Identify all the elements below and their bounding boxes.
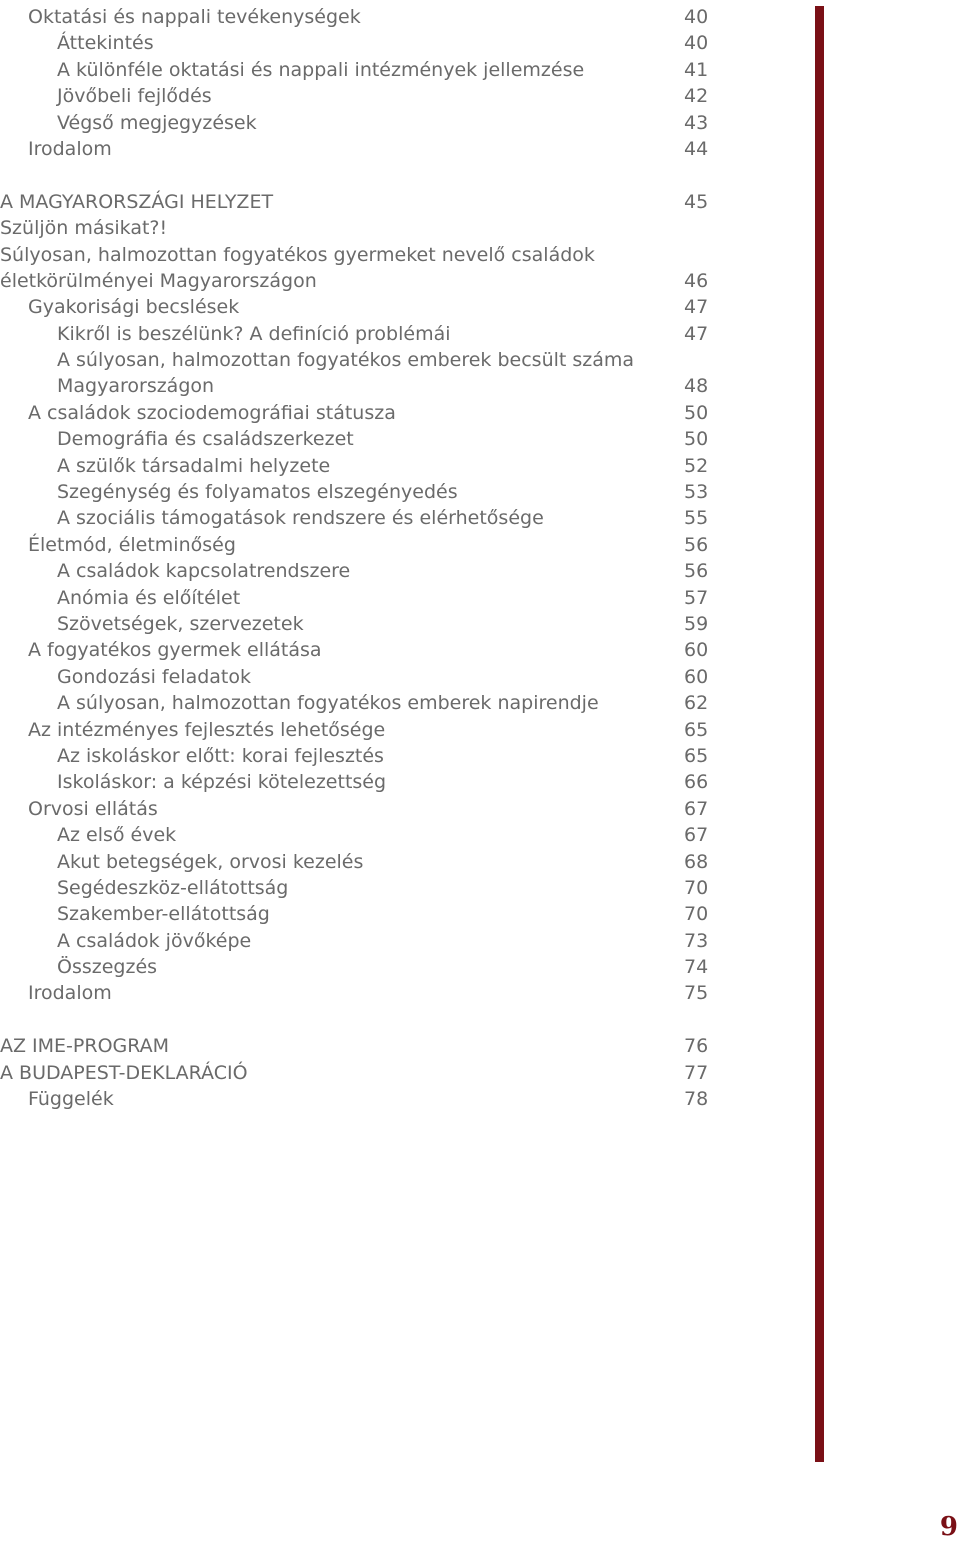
toc-entry-title: Oktatási és nappali tevékenységek (28, 6, 361, 28)
toc-entry (0, 373, 720, 399)
toc-entry-page: 74 (684, 956, 709, 979)
toc-entry-page: 47 (684, 322, 709, 345)
toc-entry (0, 1033, 720, 1059)
toc-entry-title: Irodalom (28, 137, 112, 160)
toc-entry-page: 73 (684, 929, 709, 952)
toc-entry-page: 53 (684, 481, 709, 504)
toc-entry-page: 70 (684, 903, 709, 926)
toc-entry-page: 59 (684, 612, 709, 635)
toc-entry (0, 347, 720, 373)
toc-entry-page: 40 (684, 6, 709, 28)
toc-entry-page: 44 (684, 137, 709, 160)
toc-entry-page: 56 (684, 533, 709, 556)
toc-entry-title: Demográfia és családszerkezet (57, 428, 354, 451)
toc-entry-title: Jövőbeli fejlődés (57, 85, 212, 108)
toc-entry-page: 57 (684, 586, 709, 609)
toc-entry-title: A súlyosan, halmozottan fogyatékos emberek becsült száma (57, 349, 635, 372)
toc-entry-title: Orvosi ellátás (28, 797, 158, 820)
toc-entry (0, 321, 720, 347)
toc-entry-page: 66 (684, 771, 709, 794)
toc-spacer (0, 1007, 720, 1033)
toc-entry (0, 532, 720, 558)
toc-entry-title: A fogyatékos gyermek ellátása (28, 639, 322, 662)
toc-entry (0, 928, 720, 954)
toc-entry-title: Anómia és előítélet (57, 586, 241, 609)
page-number: 9 (939, 1512, 958, 1542)
toc-entry (0, 479, 720, 505)
toc-entry-title: Szegénység és folyamatos elszegényedés (57, 481, 458, 504)
toc-entry (0, 400, 720, 426)
toc-entry (0, 822, 720, 848)
toc-entry (0, 743, 720, 769)
toc-entry-title: Az első évek (57, 824, 177, 847)
toc-entry-title: Életmód, életminőség (28, 533, 236, 556)
toc-entry-title: Végső megjegyzések (57, 111, 257, 134)
toc-entry-page: 50 (684, 428, 709, 451)
toc-entry (0, 189, 720, 215)
toc-entry-title: Magyarországon (57, 375, 215, 398)
toc-entry-title: Kikről is beszélünk? A definíció problémái (57, 322, 451, 345)
toc-entry (0, 637, 720, 663)
toc-entry (0, 796, 720, 822)
toc-entry-title: életkörülményei Magyarországon (0, 269, 317, 292)
toc-entry-page: 76 (684, 1035, 709, 1058)
toc-entry-title: A súlyosan, halmozottan fogyatékos emberek napirendje (57, 692, 599, 715)
toc-entry-title: Az iskoláskor előtt: korai fejlesztés (57, 744, 384, 767)
toc-entry (0, 849, 720, 875)
toc-entry-page: 48 (684, 375, 709, 398)
toc-entry-title: Segédeszköz-ellátottság (57, 876, 289, 899)
toc-entry (0, 1086, 720, 1112)
toc-entry-page: 41 (684, 58, 709, 81)
toc-entry-page: 43 (684, 111, 709, 134)
toc-entry-title: A családok kapcsolatrendszere (57, 560, 351, 583)
toc-entry-title: A családok szociodemográfiai státusza (28, 401, 396, 424)
toc-entry-title: Függelék (28, 1088, 114, 1111)
toc-entry-title: Szüljön másikat?! (0, 217, 168, 240)
toc-entry-title: A családok jövőképe (57, 929, 252, 952)
toc-entry-page: 65 (684, 718, 709, 741)
toc-entry (0, 954, 720, 980)
toc-entry (0, 215, 720, 241)
toc-entry-page: 67 (684, 797, 709, 820)
toc-entry-title: AZ IME-PROGRAM (0, 1035, 170, 1058)
toc-entry-page: 45 (684, 190, 709, 213)
toc-entry (0, 585, 720, 611)
toc-spacer (0, 162, 720, 188)
toc-entry (0, 664, 720, 690)
toc-entry-page: 55 (684, 507, 709, 530)
toc-entry (0, 426, 720, 452)
toc-entry (0, 83, 720, 109)
toc-entry (0, 57, 720, 83)
toc-entry (0, 505, 720, 531)
toc-entry (0, 875, 720, 901)
toc-entry (0, 717, 720, 743)
toc-entry-title: A szülők társadalmi helyzete (57, 454, 331, 477)
toc-entry-page: 40 (684, 32, 709, 55)
toc-entry-page: 52 (684, 454, 709, 477)
toc-entry (0, 294, 720, 320)
toc-entry-title: A BUDAPEST-DEKLARÁCIÓ (0, 1061, 248, 1084)
toc-entry-title: Gondozási feladatok (57, 665, 251, 688)
toc-entry-title: Irodalom (28, 982, 112, 1005)
toc-entry (0, 268, 720, 294)
toc-entry-page: 56 (684, 560, 709, 583)
toc-entry (0, 558, 720, 584)
toc-entry (0, 611, 720, 637)
toc-entry-page: 67 (684, 824, 709, 847)
toc-entry-title: Gyakorisági becslések (28, 296, 240, 319)
toc-entry-page: 46 (684, 269, 709, 292)
toc-entry (0, 110, 720, 136)
toc-entry-page: 47 (684, 296, 709, 319)
toc-entry (0, 242, 720, 268)
toc-entry (0, 690, 720, 716)
toc-entry-title: Áttekintés (57, 32, 154, 55)
toc-entry (0, 30, 720, 56)
toc-entry-page: 70 (684, 876, 709, 899)
toc-entry-title: Akut betegségek, orvosi kezelés (57, 850, 364, 873)
toc-entry (0, 4, 720, 30)
toc-entry-page: 42 (684, 85, 709, 108)
toc-entry-page: 65 (684, 744, 709, 767)
table-of-contents (0, 4, 720, 1112)
toc-entry (0, 769, 720, 795)
toc-entry-page: 75 (684, 982, 709, 1005)
toc-entry-title: A MAGYARORSZÁGI HELYZET (0, 190, 274, 213)
toc-entry-title: A különféle oktatási és nappali intézmények jellemzése (57, 58, 585, 81)
toc-entry (0, 136, 720, 162)
toc-entry-page: 77 (684, 1061, 709, 1084)
toc-entry-page: 60 (684, 665, 709, 688)
toc-entry-title: Súlyosan, halmozottan fogyatékos gyermeket nevelő családok (0, 243, 595, 266)
toc-entry (0, 980, 720, 1006)
toc-entry-title: A szociális támogatások rendszere és elérhetősége (57, 507, 544, 530)
toc-entry (0, 453, 720, 479)
toc-entry-title: Az intézményes fejlesztés lehetősége (28, 718, 386, 741)
toc-entry-page: 68 (684, 850, 709, 873)
toc-entry-title: Összegzés (57, 956, 158, 979)
toc-entry-title: Szövetségek, szervezetek (57, 612, 304, 635)
toc-entry-page: 78 (684, 1088, 709, 1111)
margin-rule (815, 6, 824, 1462)
toc-entry-page: 60 (684, 639, 709, 662)
toc-entry-title: Iskoláskor: a képzési kötelezettség (57, 771, 387, 794)
toc-entry-title: Szakember-ellátottság (57, 903, 270, 926)
toc-entry (0, 1060, 720, 1086)
toc-entry-page: 50 (684, 401, 709, 424)
toc-entry-page: 62 (684, 692, 709, 715)
toc-entry (0, 901, 720, 927)
